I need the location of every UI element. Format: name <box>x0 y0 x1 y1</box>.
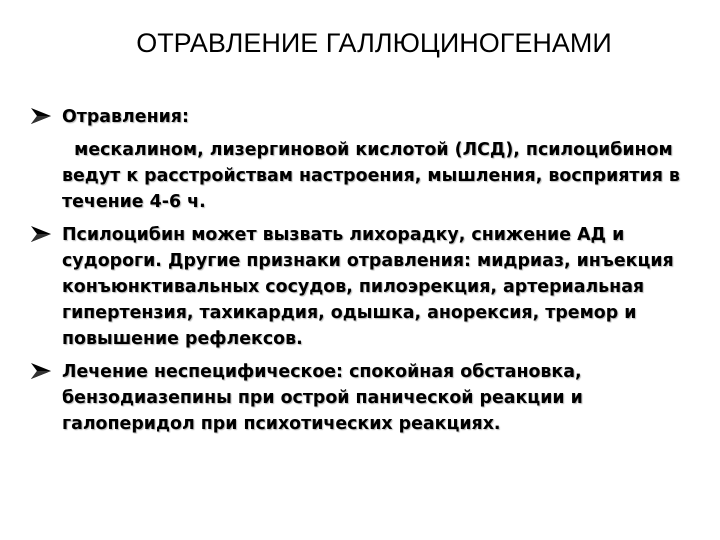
bullet-item <box>30 104 700 130</box>
bullet-text: Псилоцибин может вызвать лихорадку, снижение АД и судороги. Другие признаки отравления: мидриаз, инъекция конъюнктивальных сосудов, пилоэрекция, артериальная гипертензия, тахикардия, одышка, анорексия, тремор и повышение рефлексов. <box>62 225 674 349</box>
bullet-text: Лечение неспецифическое: спокойная обстановка, бензодиазепины при острой панической реакции и галоперидол при психотических реакциях. <box>62 362 583 434</box>
bullet-item <box>30 359 700 437</box>
arrowhead-bullet-icon <box>30 225 54 245</box>
continuation-text: мескалином, лизергиновой кислотой (ЛСД), псилоцибином ведут к расстройствам настроения, мышления, восприятия в течение 4-6 ч. <box>62 140 686 212</box>
slide-body <box>30 104 700 444</box>
arrowhead-bullet-icon <box>30 107 54 127</box>
slide-title: ОТРАВЛЕНИЕ ГАЛЛЮЦИНОГЕНАМИ <box>136 28 612 58</box>
bullet-continuation-text <box>30 137 700 215</box>
bullet-item <box>30 222 700 352</box>
bullet-text: Отравления: <box>62 107 189 127</box>
arrowhead-bullet-icon <box>30 362 54 382</box>
